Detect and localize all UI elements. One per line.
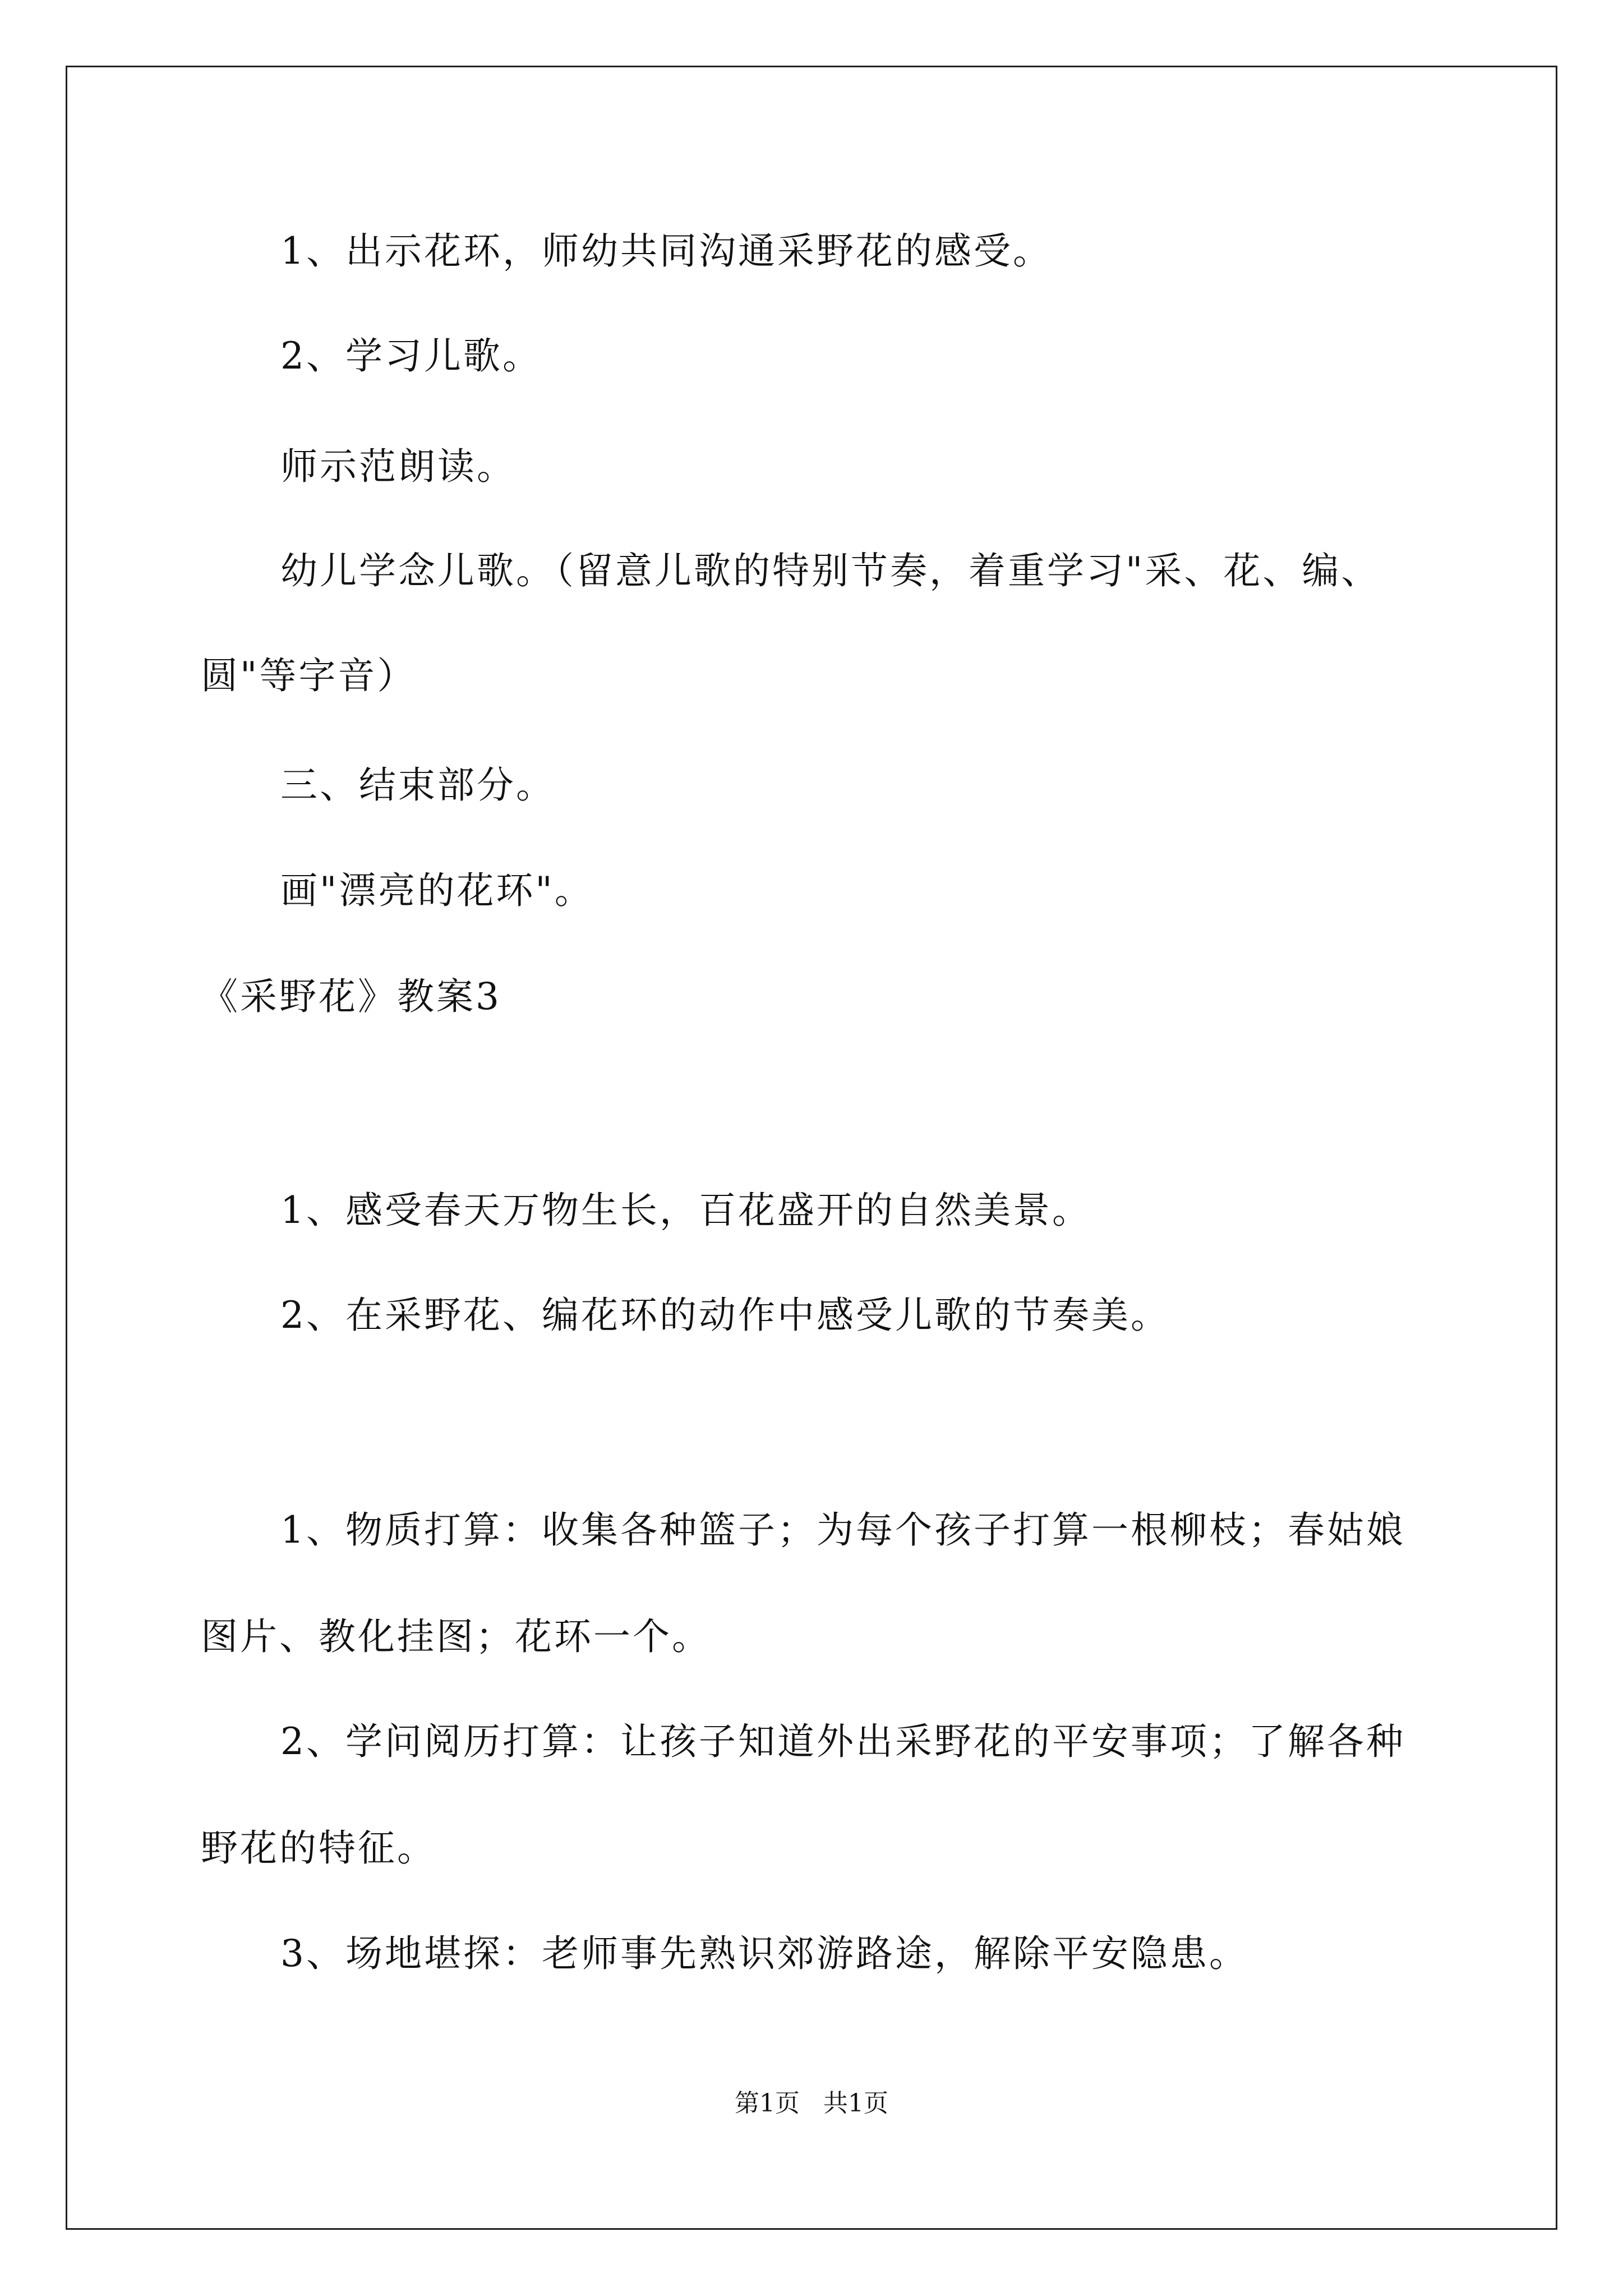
paragraph-line: 野花的特征。 xyxy=(201,1826,436,1870)
page-footer: 第1页 共1页 xyxy=(735,2089,888,2118)
paragraph-line: 2、学习儿歌。 xyxy=(280,334,542,378)
paragraph-line: 圆"等字音） xyxy=(201,654,417,697)
paragraph-line: 图片、教化挂图；花环一个。 xyxy=(201,1615,711,1658)
paragraph-line: 3、场地堪探：老师事先熟识郊游路途，解除平安隐患。 xyxy=(280,1932,1248,1975)
paragraph-line: 2、学问阅历打算：让孩子知道外出采野花的平安事项；了解各种 xyxy=(280,1720,1405,1763)
paragraph-line: 画"漂亮的花环"。 xyxy=(280,869,594,912)
paragraph-line: 1、感受春天万物生长，百花盛开的自然美景。 xyxy=(280,1189,1091,1232)
page-border xyxy=(66,66,1557,2230)
section-heading: 《采野花》教案3 xyxy=(201,975,501,1018)
paragraph-line: 1、出示花环，师幼共同沟通采野花的感受。 xyxy=(280,229,1052,273)
paragraph-line: 幼儿学念儿歌。（留意儿歌的特别节奏，着重学习"采、花、编、 xyxy=(280,549,1381,592)
paragraph-line: 2、在采野花、编花环的动作中感受儿歌的节奏美。 xyxy=(280,1294,1170,1337)
paragraph-line: 三、结束部分。 xyxy=(280,763,555,807)
paragraph-line: 1、物质打算：收集各种篮子；为每个孩子打算一根柳枝；春姑娘 xyxy=(280,1508,1405,1552)
paragraph-line: 师示范朗读。 xyxy=(280,445,516,488)
